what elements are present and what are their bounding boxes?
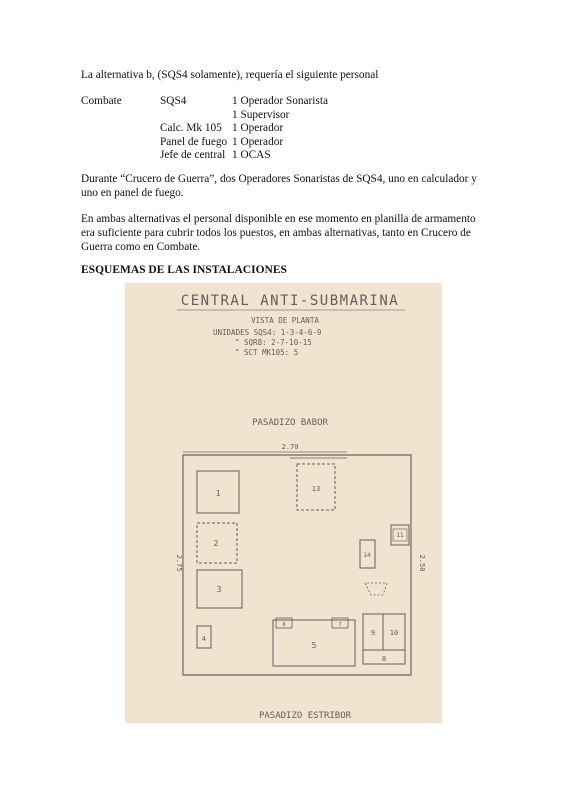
table-cell: Combate <box>81 95 122 107</box>
unit-7-label: 7 <box>338 622 342 628</box>
table-col-personnel <box>232 95 328 163</box>
unit-9-10-dashes <box>365 583 387 595</box>
unit-2-label: 2 <box>213 539 219 548</box>
table-cell: Panel de fuego <box>160 135 228 148</box>
table-cell: Calc. Mk 105 <box>160 122 222 134</box>
paragraph-alternativas: En ambas alternativas el personal disponible en ese momento en planilla de armamento era suficiente para cubrir todos los puestos, en ambas alternativas, tanto en Crucero de Guerra como en Combate. <box>81 213 476 253</box>
unit-5-label: 5 <box>311 641 317 650</box>
dim-right-value: 2.50 <box>418 554 426 572</box>
unit-13-label: 13 <box>311 485 321 493</box>
unit-11-label: 11 <box>396 532 404 539</box>
label-pasadizo-estribor: PASADIZO ESTRIBOR <box>258 711 352 721</box>
table-cell: 1 Supervisor <box>232 108 290 121</box>
floor-plan-svg <box>125 283 442 723</box>
unit-3-label: 3 <box>216 585 222 594</box>
floor-plan-drawing <box>125 283 442 723</box>
plan-subtitle: VISTA DE PLANTA <box>251 316 319 325</box>
intro-line: La alternativa b, (SQS4 solamente), requería el siguiente personal <box>81 69 379 81</box>
room-outline <box>183 455 411 675</box>
table-cell: SQS4 <box>160 95 187 107</box>
table-cell: 1 Operador Sonarista <box>232 95 328 107</box>
dim-top-value: 2.70 <box>281 443 299 451</box>
units-line-2: " SQR8: 2-7-10-15 <box>235 338 312 347</box>
unit-14-label: 14 <box>363 552 371 559</box>
units-line-1: UNIDADES SQS4: 1-3-4-6-9 <box>213 328 322 337</box>
table-cell: 1 Operador <box>232 122 284 134</box>
label-pasadizo-babor: PASADIZO BABOR <box>252 418 328 428</box>
plan-title: CENTRAL ANTI-SUBMARINA <box>180 293 400 309</box>
table-cell: 1 OCAS <box>232 149 271 161</box>
table-col-role <box>81 95 122 109</box>
unit-1-label: 1 <box>215 489 221 498</box>
table-col-station <box>160 95 227 163</box>
table-cell: Jefe de central <box>160 149 226 161</box>
section-heading: ESQUEMAS DE LAS INSTALACIONES <box>81 264 287 276</box>
dim-left-value: 2.75 <box>175 554 183 572</box>
unit-10-label: 10 <box>389 629 399 637</box>
units-line-3: " SCT MK105: 5 <box>235 348 299 357</box>
unit-8-label: 8 <box>381 655 387 663</box>
unit-9-label: 9 <box>370 629 376 637</box>
unit-4-label: 4 <box>201 635 207 643</box>
table-cell: 1 Operador <box>232 135 284 148</box>
paragraph-crucero: Durante “Crucero de Guerra”, dos Operadores Sonaristas de SQS4, uno en calculador y uno en panel de fuego. <box>81 173 477 199</box>
unit-6-label: 6 <box>282 622 286 628</box>
table-cell <box>160 109 227 123</box>
